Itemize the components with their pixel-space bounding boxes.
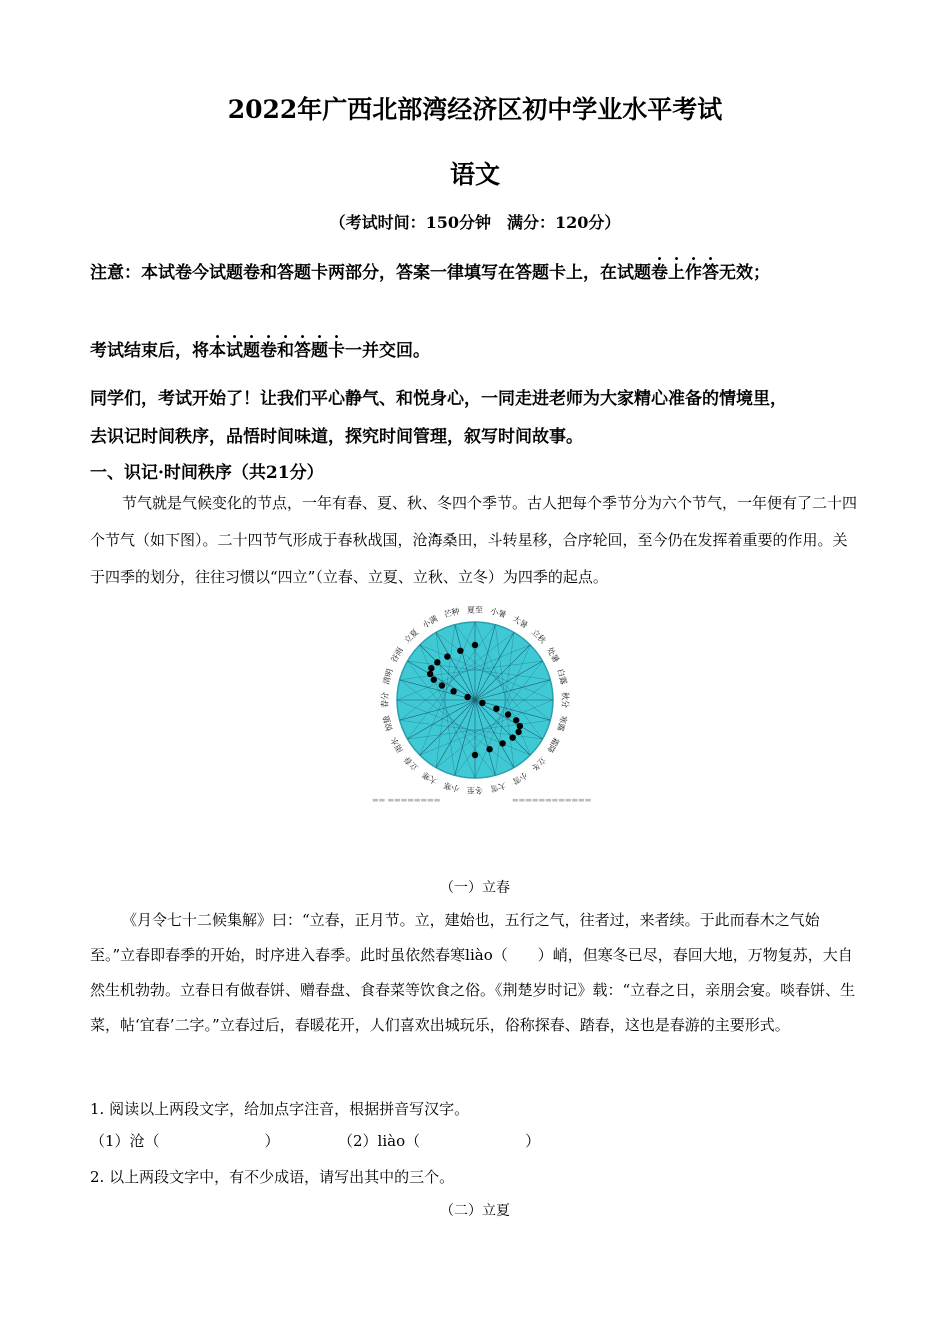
solar-term-label: 寒露: [555, 714, 569, 733]
solar-term-label: 清明: [381, 667, 395, 686]
part-1-paragraph: 《月令七十二候集解》曰：“立春，正月节。立，建始也，五行之气，往者过，来者续。于此而春木之气始至。”立春即春季的开始，时序进入春季。此时虽依然春寒liào（ ）峭，但寒冬已尽，春回大地，万物复苏，大自然生机勃勃。立春日有做春饼、赠春盘、食春菜等饮食之俗。《荆楚岁时记》载：“立春之日，亲朋会宴。啖春饼、生菜，帖‘宜春’二字。”立春过后，春暖花开，人们喜欢出城玩乐，俗称探春、踏春，这也是春游的主要形式。: [90, 911, 856, 1034]
wheel-dot: [439, 682, 445, 688]
emphasized-char: 上: [668, 263, 685, 283]
solar-term-label: 立冬: [529, 754, 548, 773]
solar-term-label: 小满: [420, 614, 440, 630]
solar-term-label: 立秋: [529, 627, 548, 646]
notice-line-1-suffix: 无效；: [719, 263, 770, 283]
solar-term-label: 霜降: [545, 735, 561, 755]
wheel-dot: [472, 642, 478, 648]
solar-term-label: 小寒: [442, 780, 461, 794]
question-1-item-2: （2）liào（ ）: [338, 1132, 541, 1150]
wheel-dot: [479, 700, 485, 706]
wheel-dot: [464, 694, 470, 700]
emphasized-char: 卡: [328, 341, 345, 361]
solar-term-label: 小暑: [489, 606, 508, 620]
question-1: 1. 阅读以上两段文字，给加点字注音，根据拼音写汉字。: [90, 1100, 470, 1118]
emphasized-char: 答: [294, 341, 311, 361]
emphasized-char-cang: 沧: [412, 531, 428, 549]
watermark-right: ▬▬▬▬▬▬▬▬▬▬▬▬: [512, 796, 592, 804]
wheel-dot: [457, 648, 463, 654]
solar-term-label: 大寒: [420, 770, 440, 786]
solar-term-label: 谷雨: [389, 645, 405, 665]
wheel-dot: [428, 665, 434, 671]
wheel-dot: [505, 711, 511, 717]
question-2: 2. 以上两段文字中，有不少成语，请写出其中的三个。: [90, 1168, 455, 1186]
intro-line-1: 同学们，考试开始了！让我们平心静气、和悦身心，一同走进老师为大家精心准备的情境里，: [90, 389, 787, 409]
wheel-dot: [499, 740, 505, 746]
solar-terms-diagram: [370, 600, 590, 805]
emphasized-char: 本: [209, 341, 226, 361]
question-1-item-1: （1）沧（ ）: [90, 1132, 280, 1150]
wheel-dot: [486, 746, 492, 752]
section-1-heading: 一、识记·时间秩序（共21分）: [90, 463, 324, 483]
solar-term-label: 大雪: [489, 780, 508, 794]
notice-line-1-emphasis: [651, 263, 719, 283]
solar-term-label: 秋分: [560, 692, 570, 708]
section-1-paragraph: [90, 485, 860, 596]
emphasized-char: 作: [685, 263, 702, 283]
wheel-dot: [515, 729, 521, 735]
wheel-dot: [434, 659, 440, 665]
exam-title: 2022年广西北部湾经济区初中学业水平考试: [227, 95, 723, 124]
emphasized-char: 卷: [651, 263, 668, 283]
notice-line-2-prefix: 考试结束后，将: [90, 341, 209, 361]
exam-subject: 语文: [449, 160, 500, 189]
solar-terms-wheel: [380, 606, 571, 796]
emphasized-char: 卷: [260, 341, 277, 361]
wheel-dot: [450, 688, 456, 694]
notice-line-1-prefix: 注意：本试卷今试题卷和答题卡两部分，答案一律填写在答题卡上，在试题: [90, 263, 651, 283]
wheel-dot: [472, 752, 478, 758]
solar-term-label: 立夏: [402, 627, 421, 646]
emphasized-char: 题: [311, 341, 328, 361]
solar-term-label: 春分: [380, 692, 390, 708]
watermark-left: ▬▬ ▬▬▬▬▬▬▬▬: [372, 796, 441, 804]
wheel-dot: [493, 705, 499, 711]
notice-line-1: [90, 258, 770, 283]
wheel-dot: [517, 723, 523, 729]
emphasized-char: 试: [226, 341, 243, 361]
solar-term-label: 大暑: [510, 614, 530, 630]
solar-term-label: 处暑: [545, 645, 561, 665]
notice-line-2: [90, 336, 430, 361]
emphasized-char: 和: [277, 341, 294, 361]
section-1-text-a: 节气就是气候变化的节点，一年有春、夏、秋、冬四个季节。古人把每个季节分为六个节气，一年便有了二十四个节气（如下图）。二十四节气形成于春秋战国，: [90, 494, 858, 549]
solar-term-label: 小雪: [510, 770, 530, 786]
intro-line-2: 去识记时间秩序，品悟时间味道，探究时间管理，叙写时间故事。: [90, 427, 583, 447]
wheel-dot: [444, 653, 450, 659]
emphasized-char: 答: [702, 263, 719, 283]
wheel-dot: [509, 734, 515, 740]
exam-time-info: （考试时间：150分钟 满分：120分）: [329, 213, 621, 232]
wheel-dot: [431, 677, 437, 683]
emphasized-char: 题: [243, 341, 260, 361]
solar-term-label: 雨水: [389, 735, 405, 755]
section-1-text-b: 海桑田，斗转星移，合序轮回，至今仍在发挥着重要的作用。关于四季的划分，往往习惯以“四立”（立春、立夏、立秋、立冬）为四季的起点。: [90, 531, 848, 586]
part-2-heading: （二）立夏: [440, 1203, 510, 1219]
part-1-heading: （一）立春: [440, 880, 510, 896]
wheel-dot: [513, 717, 519, 723]
wheel-dot: [427, 671, 433, 677]
solar-term-label: 夏至: [467, 605, 483, 615]
notice-line-2-emphasis: [209, 341, 345, 361]
solar-term-label: 芒种: [442, 606, 461, 620]
notice-line-2-suffix: 一并交回。: [345, 341, 430, 361]
solar-term-label: 冬至: [467, 785, 483, 795]
solar-term-label: 惊蛰: [381, 714, 395, 733]
solar-term-label: 立春: [402, 754, 421, 773]
solar-term-label: 白露: [555, 667, 569, 686]
